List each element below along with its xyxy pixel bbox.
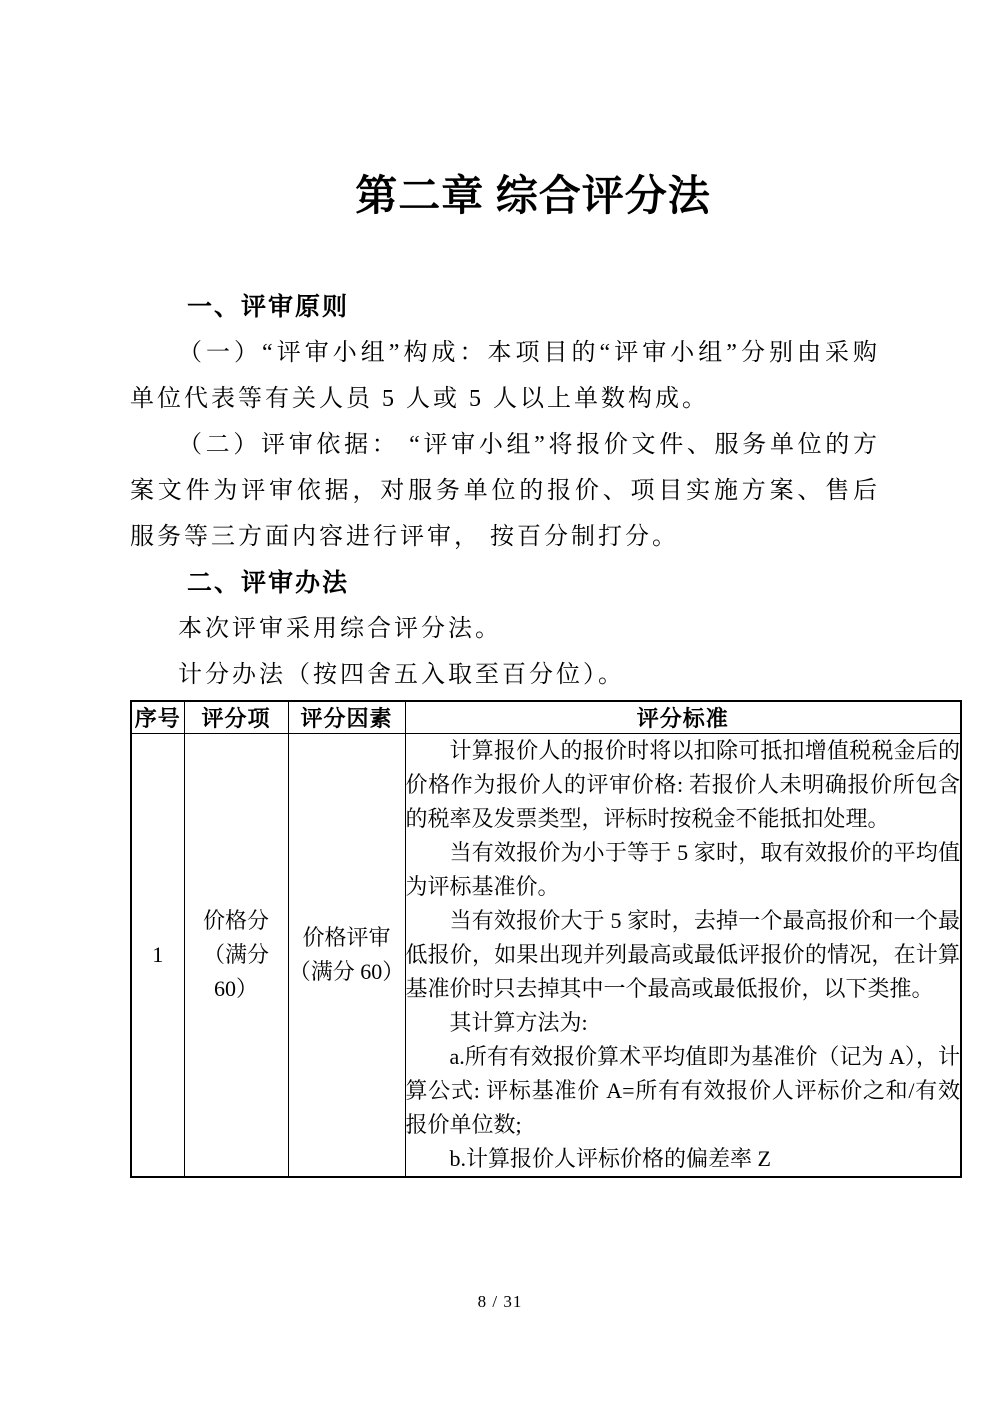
section-1-paragraph-1: （一）“评审小组”构成：本项目的“评审小组”分别由采购单位代表等有关人员 5 人或 5 人以上单数构成。: [130, 340, 880, 412]
score-criteria-cell: [405, 734, 961, 1178]
section-2-paragraph-2: 计分办法（按四舍五入取至百分位）。: [178, 662, 625, 688]
criteria-paragraph: 计算报价人的报价时将以扣除可抵扣增值税税金后的价格作为报价人的评审价格: 若报价人未明确报价所包含的税率及发票类型，评标时按税金不能抵扣处理。: [405, 738, 960, 831]
criteria-paragraph: 当有效报价大于 5 家时，去掉一个最高报价和一个最低报价，如果出现并列最高或最低评报价的情况，在计算基准价时只去掉其中一个最高或最低报价，以下类推。: [405, 908, 960, 1001]
header-cell-score-criteria: 评分标准: [405, 701, 961, 734]
section-2-paragraph-1: 本次评审采用综合评分法。: [178, 616, 502, 642]
criteria-paragraph: b.计算报价人评标价格的偏差率 Z: [449, 1146, 771, 1171]
criteria-paragraph: a.所有有效报价算术平均值即为基准价（记为 A），计算公式: 评标基准价 A=所有有效报价人评标价之和/有效报价单位数;: [405, 1044, 960, 1137]
criteria-paragraph: 其计算方法为:: [449, 1010, 588, 1035]
scoring-table: [130, 700, 962, 1178]
table-row: [131, 734, 961, 1178]
page-title: 第二章 综合评分法: [355, 174, 711, 220]
section-1-heading: 一、评审原则: [187, 293, 350, 321]
section-1-paragraph-2: （二）评审依据： “评审小组”将报价文件、服务单位的方案文件为评审依据，对服务单位的报价、项目实施方案、售后服务等三方面内容进行评审， 按百分制打分。: [130, 432, 880, 550]
header-cell-score-factor: 评分因素: [288, 701, 405, 734]
section-2-heading: 二、评审办法: [187, 569, 350, 597]
score-item-cell: 价格分（满分 60）: [184, 734, 288, 1178]
criteria-paragraph: 当有效报价为小于等于 5 家时，取有效报价的平均值为评标基准价。: [405, 840, 960, 899]
score-factor-cell: 价格评审（满分 60）: [288, 734, 405, 1178]
document-body: [130, 284, 960, 1178]
serial-number-cell: 1: [131, 734, 184, 1178]
table-header-row: [131, 701, 961, 734]
page-number: 8 / 31: [477, 1292, 523, 1311]
header-cell-score-item: 评分项: [184, 701, 288, 734]
header-cell-serial: 序号: [131, 701, 184, 734]
